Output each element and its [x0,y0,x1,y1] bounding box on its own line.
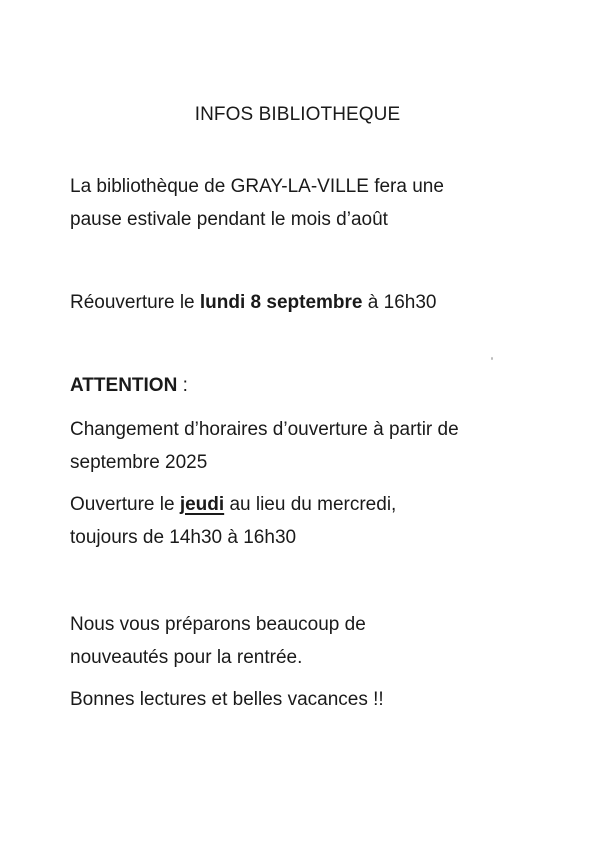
attention-colon: : [177,375,188,396]
reopening-date: lundi 8 septembre [199,292,363,313]
opening-day-paragraph [70,488,570,554]
opening-suffix: au lieu du mercredi, [224,494,397,515]
schedule-change-paragraph [70,413,570,479]
opening-prefix: Ouverture le [70,494,180,515]
reopening-prefix: Réouverture le [70,292,200,313]
news-paragraph [70,608,570,674]
intro-paragraph [70,170,570,236]
attention-heading [70,369,570,402]
page-title: INFOS BIBLIOTHEQUE [194,104,401,125]
scan-speck [491,357,493,360]
opening-day-line-1 [70,488,570,521]
schedule-change-line-2: septembre 2025 [70,452,208,473]
reopening-suffix: à 16h30 [362,292,437,313]
news-line-1: Nous vous préparons beaucoup de [70,614,366,635]
reopening-paragraph [70,286,570,319]
closing-line: Bonnes lectures et belles vacances !! [70,689,384,710]
opening-day-line-2: toujours de 14h30 à 16h30 [70,527,297,548]
intro-line-2: pause estivale pendant le mois d’août [70,209,388,230]
intro-line-1: La bibliothèque de GRAY-LA-VILLE fera une [70,176,444,197]
news-line-2: nouveautés pour la rentrée. [70,647,303,668]
attention-label: ATTENTION [70,375,178,396]
schedule-change-line-1: Changement d’horaires d’ouverture à partir de [70,419,459,440]
opening-day: jeudi [179,494,225,515]
